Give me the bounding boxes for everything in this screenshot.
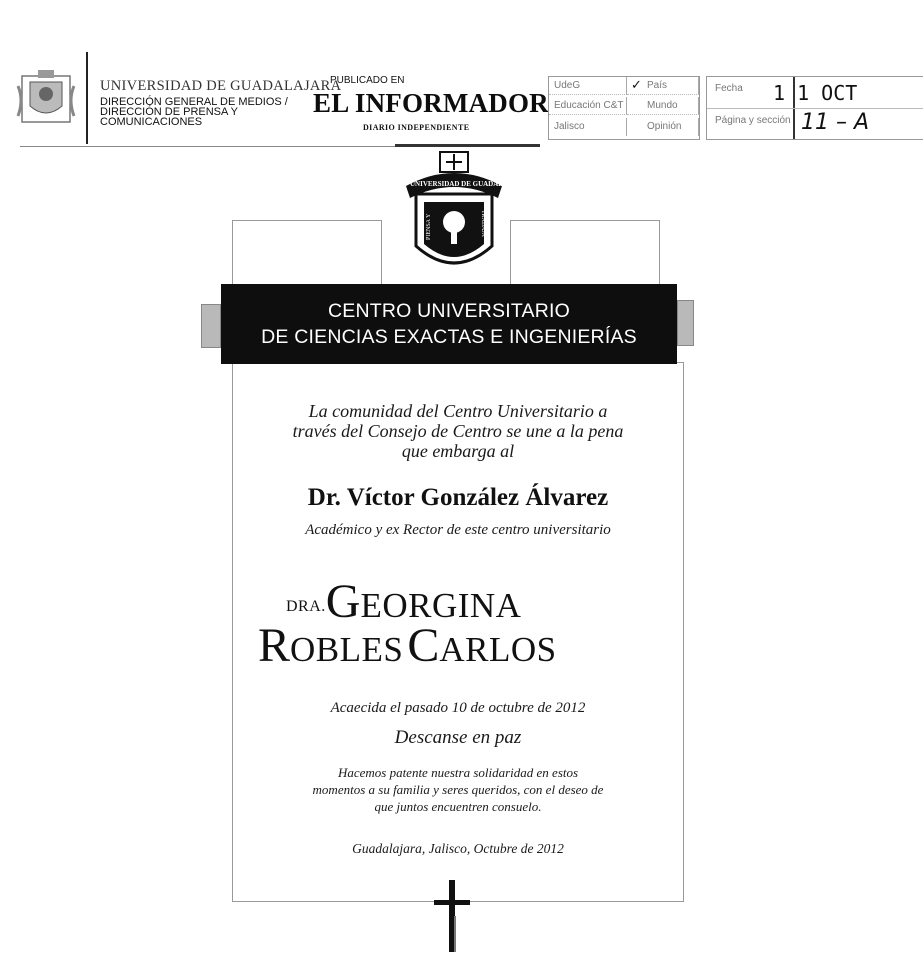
university-name: UNIVERSIDAD DE GUADALAJARA [100, 78, 342, 94]
intro-text: La comunidad del Centro Universitario a través del Consejo de Centro se une a la pena que embarga al [292, 401, 624, 461]
section-cell: Opinión [627, 118, 699, 136]
date-value: 1 1 OCT [773, 81, 858, 105]
page-section-value: 11 – A [801, 110, 870, 135]
udg-seal-icon [14, 66, 78, 130]
seal-right-text: TRABAJA [480, 210, 486, 238]
deceased-surnames [258, 618, 557, 673]
section-cell: País [627, 77, 699, 95]
center-name-line1: CENTRO UNIVERSITARIO [328, 300, 570, 322]
deceased-initial: C [407, 619, 440, 672]
section-cell: Educación C&T [549, 97, 627, 115]
university-seal-icon [402, 150, 527, 276]
newspaper-tagline: DIARIO INDEPENDIENTE [363, 123, 470, 132]
frame-tab-left [232, 220, 382, 286]
place-and-date: Guadalajara, Jalisco, Octubre de 2012 [352, 841, 564, 856]
deceased-name-part: OBLES [290, 630, 404, 669]
honoree-name: Dr. Víctor González Álvarez [307, 484, 609, 511]
department-name: DIRECCIÓN GENERAL DE MEDIOS / DIRECCIÓN DE PRENSA Y COMUNICACIONES [100, 96, 288, 128]
section-cell: UdeG [549, 77, 627, 95]
seal-banner-text: UNIVERSIDAD DE GUADALAJARA [410, 180, 527, 188]
frame-tab-right [510, 220, 660, 286]
cross-icon [434, 880, 470, 952]
header-rule-thick [395, 144, 540, 147]
deceased-name-part: EORGINA [360, 586, 522, 625]
deceased-name-part: ARLOS [439, 630, 557, 669]
published-label: PUBLICADO EN [330, 75, 405, 86]
deceased-title: DRA. [286, 598, 326, 615]
newspaper-name: EL INFORMADOR [313, 88, 549, 118]
section-cell: Jalisco [549, 118, 627, 136]
section-cell: Mundo [627, 97, 699, 115]
rest-in-peace: Descanse en paz [394, 727, 522, 748]
condolence-message: Hacemos patente nuestra solidaridad en estos momentos a su familia y seres queridos, con el deseo de que juntos encuentren consuelo. [312, 765, 604, 814]
seal-left-text: PIENSA Y [426, 213, 432, 240]
center-name-line2: DE CIENCIAS EXACTAS E INGENIERÍAS [261, 326, 637, 348]
band-edge-right [677, 300, 694, 346]
honoree-role: Académico y ex Rector de este centro universitario [305, 522, 611, 538]
deceased-initial: R [258, 619, 291, 672]
section-label: Página y sección [715, 115, 791, 126]
check-mark-icon: ✓ [631, 77, 642, 92]
deceased-initial: G [325, 575, 361, 628]
passed-date: Acaecida el pasado 10 de octubre de 2012 [330, 700, 586, 716]
header-divider [86, 52, 88, 144]
date-label: Fecha [715, 83, 743, 94]
band-edge-left [201, 304, 221, 348]
date-hline [707, 108, 923, 109]
date-box [706, 76, 923, 140]
section-table [548, 76, 700, 140]
center-name-band [221, 284, 677, 364]
